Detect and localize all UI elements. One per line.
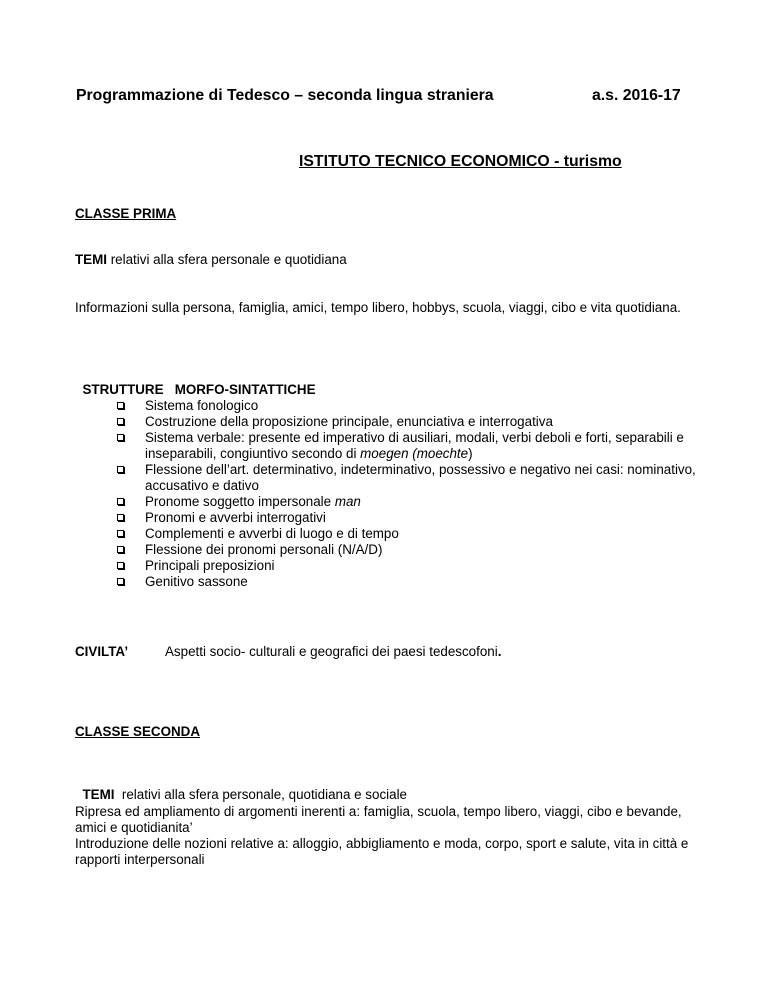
list-item-italic-text: man bbox=[334, 494, 361, 509]
checkbox-bullet-icon bbox=[117, 466, 124, 473]
school-year-text: a.s. 2016-17 bbox=[592, 87, 681, 104]
prima-temi-line bbox=[75, 252, 347, 268]
list-item-text: Complementi e avverbi di luogo e di tempo bbox=[145, 526, 399, 541]
checkbox-bullet-icon bbox=[117, 418, 124, 425]
document-title-text: Programmazione di Tedesco – seconda lingua straniera bbox=[76, 87, 494, 104]
civilta-line bbox=[75, 644, 128, 660]
seconda-temi-line bbox=[75, 771, 407, 803]
list-item bbox=[117, 430, 717, 462]
list-item-text: Flessione dell’art. determinativo, indeterminativo, possessivo e negativo nei casi: nominativo, accusativo e dativo bbox=[145, 462, 696, 493]
checkbox-bullet-icon bbox=[117, 562, 124, 569]
list-item-text: Sistema fonologico bbox=[145, 398, 259, 413]
civilta-text-end: . bbox=[497, 644, 502, 659]
seconda-paragraph-2-text: Introduzione delle nozioni relative a: alloggio, abbigliamento e moda, corpo, sport e salute, vita in città e rapporti interpersonali bbox=[75, 836, 689, 867]
seconda-paragraph-2 bbox=[75, 836, 695, 868]
civilta-text: Aspetti socio- culturali e geografici dei paesi tedescofoni bbox=[165, 644, 498, 659]
list-item-text: Principali preposizioni bbox=[145, 558, 275, 573]
seconda-paragraph-1 bbox=[75, 804, 695, 836]
list-item bbox=[117, 526, 717, 542]
list-item bbox=[117, 398, 717, 414]
list-item-text-end: ) bbox=[468, 446, 473, 461]
list-item bbox=[117, 542, 717, 558]
checkbox-bullet-icon bbox=[117, 498, 124, 505]
classe-seconda-heading-text: CLASSE SECONDA bbox=[75, 724, 200, 739]
list-item-text: Genitivo sassone bbox=[145, 574, 248, 589]
list-item-text: Flessione dei pronomi personali (N/A/D) bbox=[145, 542, 383, 557]
checkbox-bullet-icon bbox=[117, 402, 124, 409]
list-item-text: Sistema verbale: presente ed imperativo di ausiliari, modali, verbi deboli e forti, separabili e inseparabili, congiuntivo secondo di bbox=[145, 430, 684, 461]
list-item-text: Pronome soggetto impersonale bbox=[145, 494, 335, 509]
institute-subtitle-text: ISTITUTO TECNICO ECONOMICO - turismo bbox=[299, 153, 622, 170]
classe-seconda-heading bbox=[75, 724, 200, 740]
strutture-list bbox=[117, 398, 717, 590]
list-item bbox=[117, 414, 717, 430]
checkbox-bullet-icon bbox=[117, 578, 124, 585]
seconda-temi-text: relativi alla sfera personale, quotidiana e sociale bbox=[114, 787, 407, 802]
strutture-heading bbox=[75, 366, 316, 398]
prima-temi-text: relativi alla sfera personale e quotidiana bbox=[107, 252, 347, 267]
prima-temi-label: TEMI bbox=[75, 252, 107, 267]
prima-info-paragraph bbox=[75, 300, 695, 316]
classe-prima-heading-text: CLASSE PRIMA bbox=[75, 206, 177, 221]
prima-info-text: Informazioni sulla persona, famiglia, amici, tempo libero, hobbys, scuola, viaggi, cibo e vita quotidiana. bbox=[75, 300, 681, 315]
list-item bbox=[117, 510, 717, 526]
checkbox-bullet-icon bbox=[117, 530, 124, 537]
list-item-text: Pronomi e avverbi interrogativi bbox=[145, 510, 326, 525]
civilta-label: CIVILTA’ bbox=[75, 644, 129, 659]
civilta-description bbox=[165, 644, 501, 660]
checkbox-bullet-icon bbox=[117, 514, 124, 521]
list-item bbox=[117, 558, 717, 574]
list-item-text: Costruzione della proposizione principale, enunciativa e interrogativa bbox=[145, 414, 553, 429]
list-item bbox=[117, 462, 717, 494]
checkbox-bullet-icon bbox=[117, 546, 124, 553]
list-item bbox=[117, 494, 717, 510]
list-item-italic-text: moegen (moechte bbox=[360, 446, 469, 461]
strutture-heading-text: STRUTTURE MORFO-SINTATTICHE bbox=[82, 382, 316, 397]
checkbox-bullet-icon bbox=[117, 434, 124, 441]
institute-subtitle bbox=[299, 152, 622, 171]
seconda-paragraph-1-text: Ripresa ed ampliamento di argomenti inerenti a: famiglia, scuola, tempo libero, viaggi, cibo e bevande, amici e quotidianita’ bbox=[75, 804, 682, 835]
list-item bbox=[117, 574, 717, 590]
classe-prima-heading bbox=[75, 206, 176, 222]
document-title bbox=[76, 86, 494, 105]
seconda-temi-label: TEMI bbox=[82, 787, 115, 802]
school-year bbox=[592, 86, 681, 105]
